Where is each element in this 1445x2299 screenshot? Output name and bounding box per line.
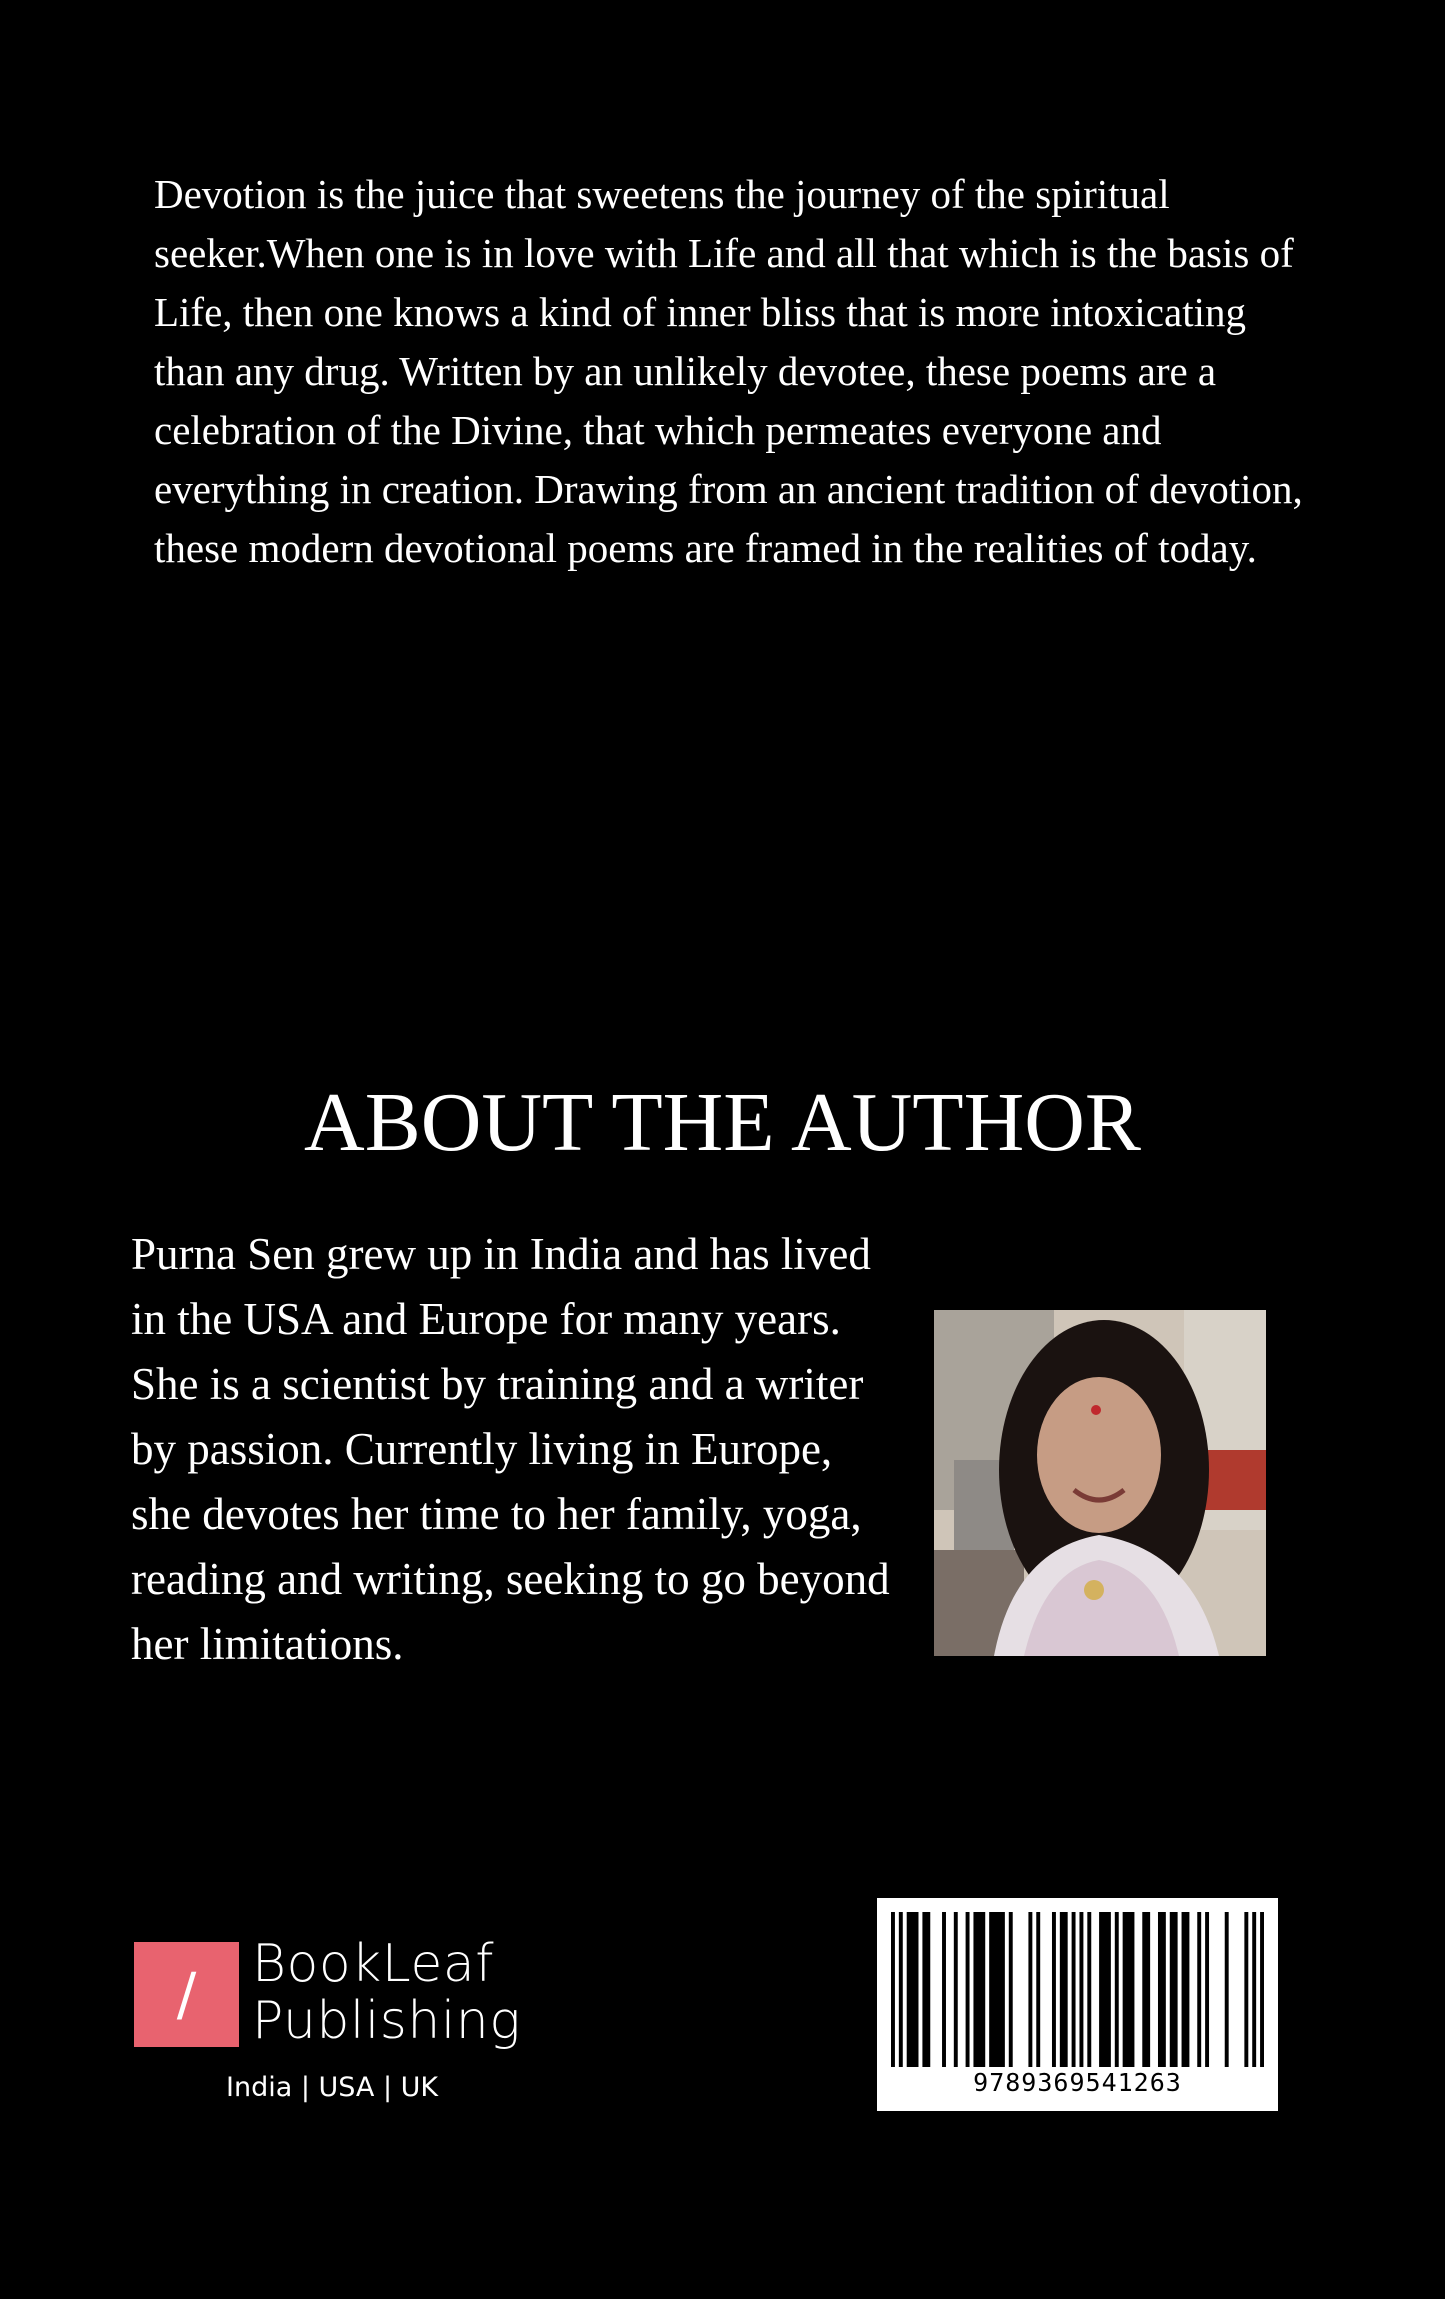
barcode-bar xyxy=(1079,1912,1083,2067)
barcode-bar xyxy=(1260,1912,1264,2067)
barcode-bar xyxy=(942,1912,946,2067)
barcode-bar xyxy=(1060,1912,1068,2067)
barcode-bars xyxy=(891,1912,1264,2067)
barcode-bar xyxy=(1009,1912,1013,2067)
barcode-bar xyxy=(1052,1912,1056,2067)
barcode-bar xyxy=(1115,1912,1119,2067)
barcode-bar xyxy=(1225,1912,1229,2067)
author-bio: Purna Sen grew up in India and has lived in the USA and Europe for many years. She is a scientist by training and a writer by passion. Currently living in Europe, she devotes her time to her family, yoga, reading and writing, seeking to go beyond her limitations. xyxy=(131,1229,890,1669)
isbn-number: 9789369541263 xyxy=(973,2068,1182,2097)
barcode-bar xyxy=(1099,1912,1111,2067)
publisher-logo xyxy=(134,1934,554,2112)
barcode-bar xyxy=(1197,1912,1201,2067)
barcode-bar xyxy=(1123,1912,1135,2067)
publisher-slash-icon: / xyxy=(176,1960,197,2028)
barcode-bar xyxy=(1158,1912,1166,2067)
barcode-bar xyxy=(1087,1912,1091,2067)
barcode-bar xyxy=(891,1912,895,2067)
barcode-bar xyxy=(1170,1912,1178,2067)
barcode-bar xyxy=(907,1912,919,2067)
publisher-name xyxy=(252,1936,521,2050)
barcode-bar xyxy=(1036,1912,1040,2067)
barcode-bar xyxy=(922,1912,930,2067)
back-cover-blurb: Devotion is the juice that sweetens the journey of the spiritual seeker.When one is in love with Life and all that which is the basis of Life, then one knows a kind of inner bliss that is more intoxicating than any drug. Written by an unlikely devotee, these poems are a celebration of the Divine, that which permeates everyone and everything in creation. Drawing from an ancient tradition of devotion, these modern devotional poems are framed in the realities of today. xyxy=(154,171,1303,571)
barcode-bar xyxy=(1244,1912,1248,2067)
about-author-heading: ABOUT THE AUTHOR xyxy=(304,1076,1141,1169)
barcode-bar xyxy=(1072,1912,1076,2067)
publisher-name-line2: Publishing xyxy=(252,1991,521,2051)
barcode-bar xyxy=(966,1912,970,2067)
barcode-bar xyxy=(973,1912,985,2067)
barcode-bar xyxy=(1142,1912,1150,2067)
author-portrait-image xyxy=(934,1310,1266,1656)
barcode-bar xyxy=(989,1912,1005,2067)
author-photo xyxy=(934,1310,1266,1656)
barcode-bar xyxy=(1028,1912,1032,2067)
publisher-regions: India | USA | UK xyxy=(226,2072,439,2103)
publisher-name-line1: BookLeaf xyxy=(252,1934,495,1994)
barcode-bar xyxy=(1182,1912,1190,2067)
barcode-bar xyxy=(899,1912,903,2067)
barcode-bar xyxy=(954,1912,958,2067)
barcode-bar xyxy=(1205,1912,1209,2067)
barcode-bar xyxy=(1252,1912,1256,2067)
isbn-barcode xyxy=(877,1898,1278,2111)
